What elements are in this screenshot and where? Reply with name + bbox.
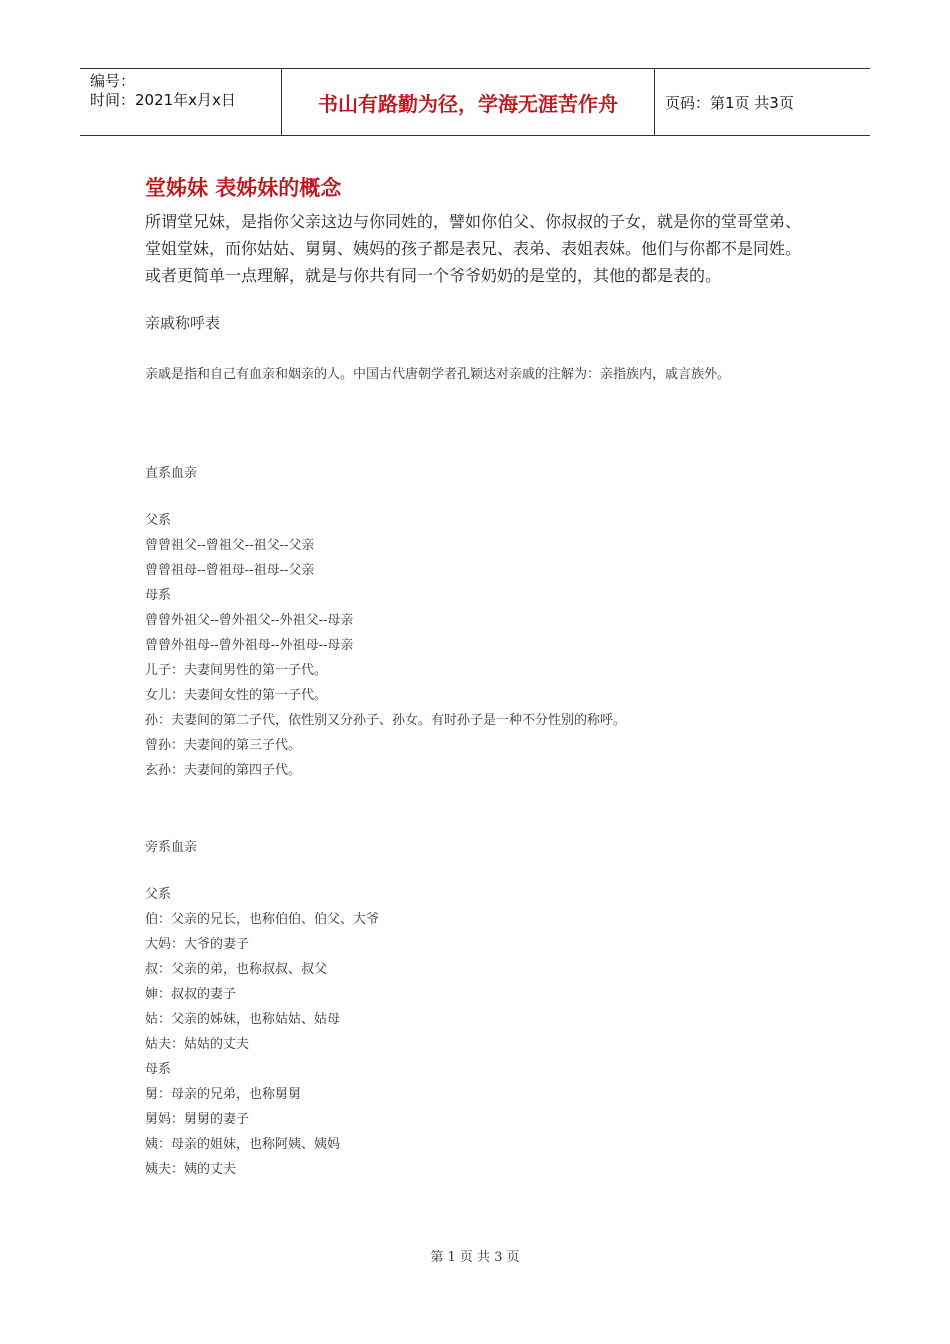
direct-relatives-heading: 直系血亲	[145, 466, 198, 481]
list-item: 舅妈：舅舅的妻子	[145, 1112, 250, 1127]
list-item: 曾孙：夫妻间的第三子代。	[145, 738, 302, 753]
list-item: 姨：母亲的姐妹，也称阿姨、姨妈	[145, 1137, 341, 1152]
header-motto: 书山有路勤为径，学海无涯苦作舟	[282, 69, 655, 135]
list-item: 父系	[145, 887, 172, 902]
list-item: 儿子：夫妻间男性的第一子代。	[145, 663, 328, 678]
list-item: 舅：母亲的兄弟，也称舅舅	[145, 1087, 302, 1102]
list-item: 姑：父亲的姊妹，也称姑姑、姑母	[145, 1012, 341, 1027]
header-meta-cell	[80, 69, 282, 135]
list-item: 曾曾外祖父--曾外祖父--外祖父--母亲	[145, 613, 354, 628]
list-item: 姨夫：姨的丈夫	[145, 1162, 237, 1177]
list-item: 孙：夫妻间的第二子代，依性别又分孙子、孙女。有时孙子是一种不分性别的称呼。	[145, 713, 627, 728]
collateral-relatives-list	[145, 882, 379, 1182]
document-title: 堂姊妹 表姊妹的概念	[145, 176, 342, 200]
list-item: 曾曾祖母--曾祖母--祖母--父亲	[145, 563, 315, 578]
kin-table-title: 亲戚称呼表	[145, 314, 221, 332]
list-item: 父系	[145, 513, 172, 528]
header-number: 编号：	[90, 72, 136, 90]
document-header	[80, 68, 870, 136]
header-page-info: 页码：第1页 共3页	[665, 93, 794, 112]
list-item: 玄孙：夫妻间的第四子代。	[145, 763, 302, 778]
intro-paragraph: 所谓堂兄妹，是指你父亲这边与你同姓的，譬如你伯父、你叔叔的子女，就是你的堂哥堂弟、堂姐堂妹，而你姑姑、舅舅、姨妈的孩子都是表兄、表弟、表姐表妹。他们与你都不是同姓。或者更简单一点理解，就是与你共有同一个爷爷奶奶的是堂的，其他的都是表的。	[145, 212, 802, 285]
list-item: 叔：父亲的弟，也称叔叔、叔父	[145, 962, 328, 977]
list-item: 姑夫：姑姑的丈夫	[145, 1037, 250, 1052]
direct-relatives-list	[145, 508, 626, 783]
list-item: 婶：叔叔的妻子	[145, 987, 237, 1002]
list-item: 曾曾外祖母--曾外祖母--外祖母--母亲	[145, 638, 354, 653]
header-date: 时间：2021年x月x日	[90, 91, 236, 109]
page-footer: 第 1 页 共 3 页	[430, 1250, 520, 1265]
list-item: 母系	[145, 588, 172, 603]
list-item: 大妈：大爷的妻子	[145, 937, 250, 952]
kin-description: 亲戚是指和自己有血亲和姻亲的人。中国古代唐朝学者孔颖达对亲戚的注解为：亲指族内，戚言族外。	[145, 367, 731, 382]
list-item: 女儿：夫妻间女性的第一子代。	[145, 688, 328, 703]
list-item: 母系	[145, 1062, 172, 1077]
list-item: 曾曾祖父--曾祖父--祖父--父亲	[145, 538, 315, 553]
list-item: 伯：父亲的兄长，也称伯伯、伯父、大爷	[145, 912, 380, 927]
collateral-relatives-heading: 旁系血亲	[145, 840, 198, 855]
